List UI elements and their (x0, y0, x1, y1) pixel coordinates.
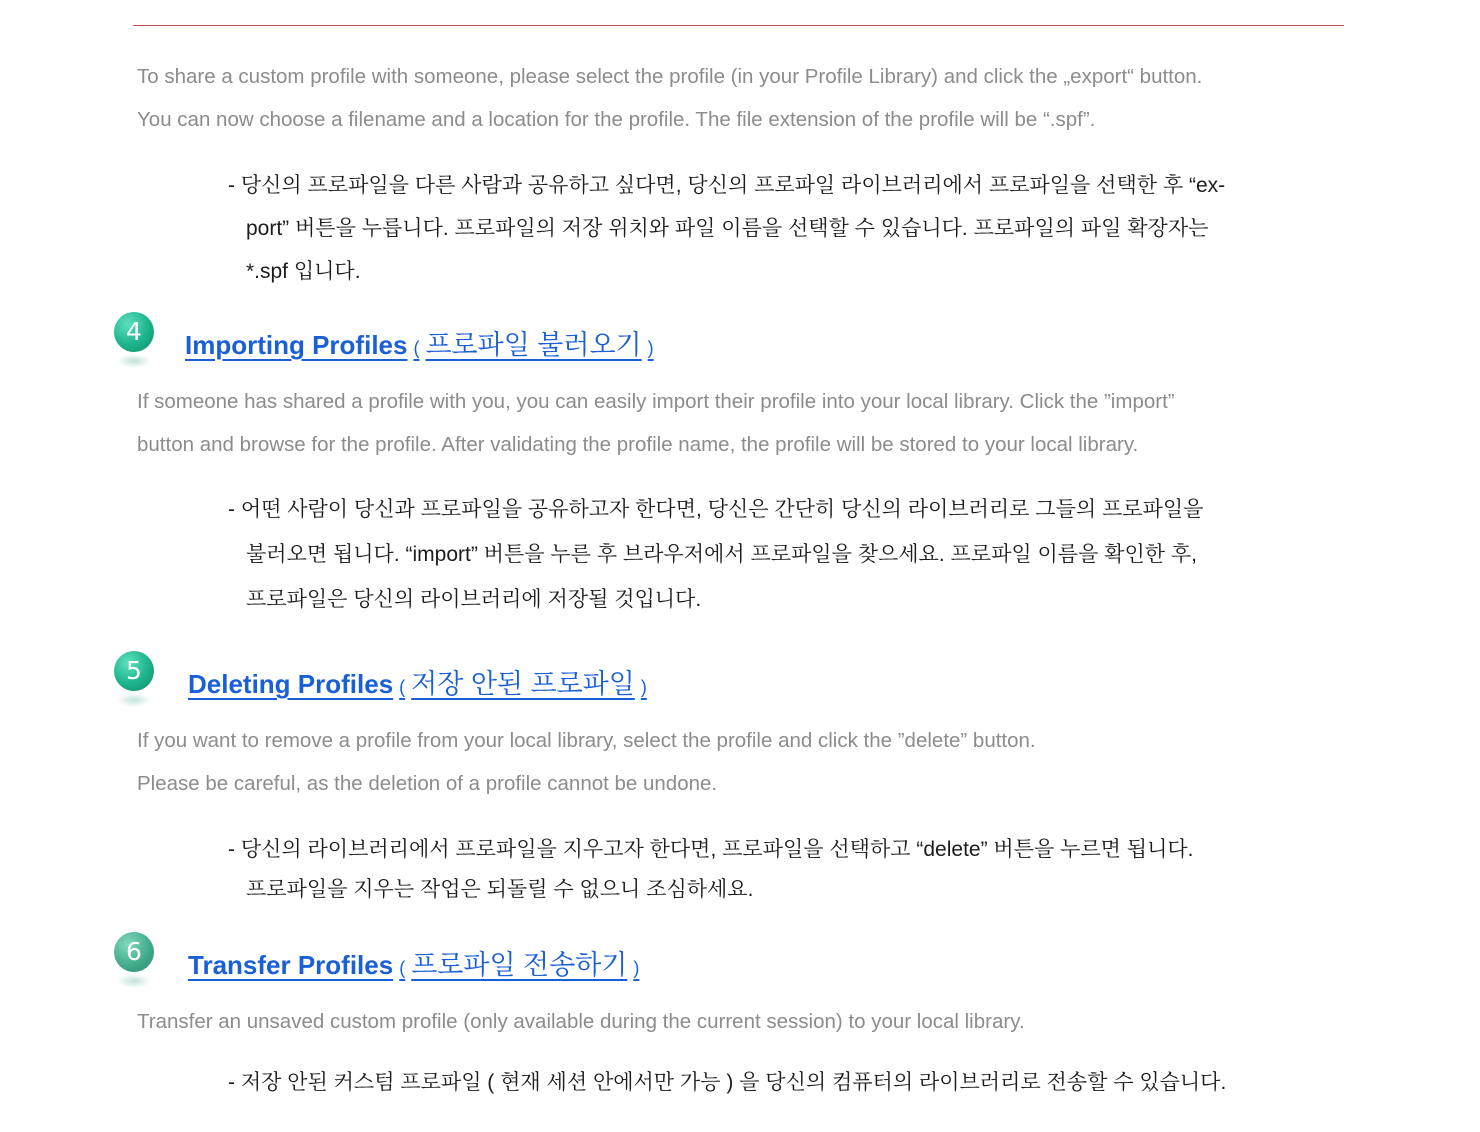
transfer-korean-text (228, 1063, 1328, 1103)
text-line: 프로파일은 당신의 라이브러리에 저장될 것입니다. (246, 588, 702, 611)
text-line: You can now choose a filename and a location for the profile. The file extension of the profile will be “.spf”. (137, 108, 1096, 131)
section-title-link[interactable]: Deleting Profiles ( 저장 안된 프로파일 ) (188, 668, 647, 699)
top-divider (133, 25, 1344, 26)
text-line: 프로파일을 지우는 작업은 되돌릴 수 없으니 조심하세요. (246, 878, 754, 901)
text-line: button and browse for the profile. After validating the profile name, the profile will be stored to your local library. (137, 433, 1139, 456)
text-line: - 당신의 라이브러리에서 프로파일을 지우고자 한다면, 프로파일을 선택하고 “delete” 버튼을 누르면 됩니다. (228, 838, 1194, 861)
title-korean: 저장 안된 프로파일 (411, 668, 635, 699)
title-korean: 프로파일 전송하기 (411, 949, 628, 980)
deleting-korean-text (228, 830, 1328, 910)
deleting-english-text (137, 719, 1357, 805)
section-heading-deleting (113, 651, 653, 711)
number-badge-icon (113, 312, 157, 372)
text-line: - 당신의 프로파일을 다른 사람과 공유하고 싶다면, 당신의 프로파일 라이브러리에서 프로파일을 선택한 후 “ex- (228, 174, 1226, 197)
text-line: To share a custom profile with someone, please select the profile (in your Profile Library) and click the „export“ button. (137, 65, 1203, 88)
section-heading-importing (113, 312, 660, 372)
text-line: - 저장 안된 커스텀 프로파일 ( 현재 세션 안에서만 가능 ) 을 당신의 컴퓨터의 라이브러리로 전송할 수 있습니다. (228, 1071, 1227, 1094)
text-line: - 어떤 사람이 당신과 프로파일을 공유하고자 한다면, 당신은 간단히 당신의 라이브러리로 그들의 프로파일을 (228, 498, 1204, 521)
title-english: Transfer Profiles (188, 949, 394, 980)
badge-number: 4 (114, 312, 154, 352)
text-line: Transfer an unsaved custom profile (only available during the current session) to your local library. (137, 1010, 1025, 1033)
text-line: If you want to remove a profile from your local library, select the profile and click the ”delete” button. (137, 729, 1036, 752)
export-english-text (137, 55, 1357, 141)
text-line: If someone has shared a profile with you, you can easily import their profile into your local library. Click the ”import” (137, 390, 1175, 413)
title-korean: 프로파일 불러오기 (425, 329, 642, 360)
badge-number: 6 (114, 932, 154, 972)
text-line: Please be careful, as the deletion of a profile cannot be undone. (137, 772, 718, 795)
number-badge-icon (113, 651, 157, 711)
transfer-english-text (137, 1000, 1357, 1043)
section-title-link[interactable]: Importing Profiles ( 프로파일 불러오기 ) (185, 329, 654, 360)
text-line: *.spf 입니다. (246, 260, 361, 283)
importing-english-text (137, 380, 1357, 466)
title-english: Importing Profiles (185, 329, 408, 360)
export-korean-text (228, 164, 1328, 293)
badge-number: 5 (114, 651, 154, 691)
section-title-link[interactable]: Transfer Profiles ( 프로파일 전송하기 ) (188, 949, 640, 980)
text-line: port” 버튼을 누릅니다. 프로파일의 저장 위치와 파일 이름을 선택할 수 있습니다. 프로파일의 파일 확장자는 (246, 217, 1209, 240)
title-english: Deleting Profiles (188, 668, 394, 699)
importing-korean-text (228, 487, 1328, 622)
number-badge-icon (113, 932, 157, 992)
section-heading-transfer (113, 932, 645, 992)
text-line: 불러오면 됩니다. “import” 버튼을 누른 후 브라우저에서 프로파일을 찾으세요. 프로파일 이름을 확인한 후, (246, 543, 1197, 566)
